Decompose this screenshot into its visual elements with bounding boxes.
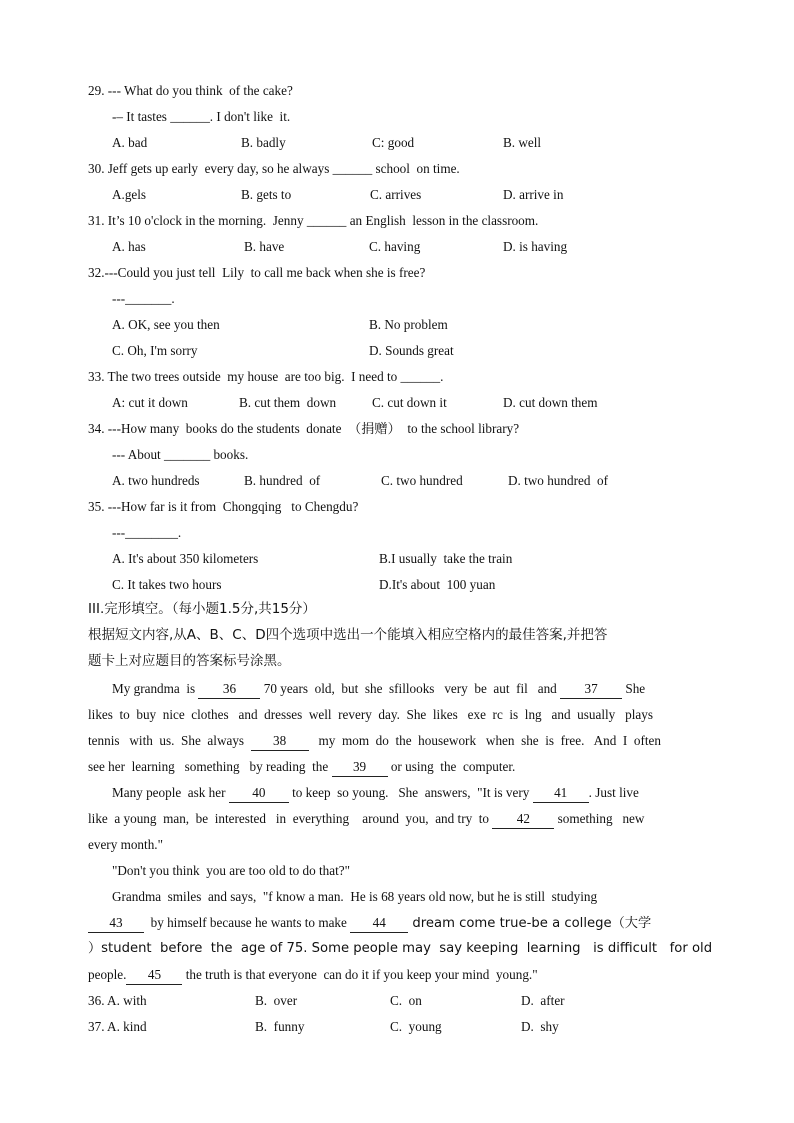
q30-option-b: B. gets to xyxy=(241,187,292,202)
blank-42: 42 xyxy=(492,810,554,829)
option-36-c: C. on xyxy=(390,993,422,1008)
section-instructions-line1: 根据短文内容,从A、B、C、D四个选项中选出一个能填入相应空格内的最佳答案,并把答 xyxy=(88,627,608,643)
question-34-answer-line: --- About _______ books. xyxy=(112,447,249,462)
q29-option-d: B. well xyxy=(503,135,542,150)
q31-option-a: A. has xyxy=(112,239,146,254)
option-37-b: B. funny xyxy=(255,1019,305,1034)
q33-option-d: D. cut down them xyxy=(503,395,598,410)
passage-line: likes to buy nice clothes and dresses well revery day. She likes exe rc is lng and usually plays xyxy=(88,707,653,722)
q32-option-b: B. No problem xyxy=(369,317,448,332)
question-35-answer-line: ---________. xyxy=(112,525,182,540)
section-heading: III.完形填空。（每小题1.5分,共15分） xyxy=(88,601,316,617)
passage-line: see her learning something by reading the 39 or using the computer. xyxy=(88,758,515,777)
blank-45: 45 xyxy=(126,966,182,985)
passage-line: "Don't you think you are too old to do that?" xyxy=(112,863,351,878)
q34-option-d: D. two hundred of xyxy=(508,473,608,488)
q34-option-b: B. hundred of xyxy=(244,473,321,488)
blank-36: 36 xyxy=(198,680,260,699)
passage-line: like a young man, be interested in everything around you, and try to 42 something new xyxy=(88,810,644,829)
q30-option-c: C. arrives xyxy=(370,187,422,202)
q33-option-b: B. cut them down xyxy=(239,395,337,410)
question-32-answer-line: ---_______. xyxy=(112,291,175,306)
passage-line: My grandma is 36 70 years old, but she sfillooks very be aut fil and 37 She xyxy=(112,680,645,699)
option-36-a: 36. A. with xyxy=(88,993,147,1008)
q30-option-d: D. arrive in xyxy=(503,187,564,202)
q33-option-a: A: cut it down xyxy=(112,395,188,410)
option-37-a: 37. A. kind xyxy=(88,1019,147,1034)
q29-option-c: C: good xyxy=(372,135,415,150)
option-36-d: D. after xyxy=(521,993,565,1008)
blank-38: 38 xyxy=(251,732,309,751)
blank-43: 43 xyxy=(88,914,144,933)
q31-option-d: D. is having xyxy=(503,239,568,254)
q32-option-a: A. OK, see you then xyxy=(112,317,220,332)
section-instructions-line2: 题卡上对应题目的答案标号涂黑。 xyxy=(88,653,291,669)
blank-39: 39 xyxy=(332,758,388,777)
blank-40: 40 xyxy=(229,784,289,803)
passage-line: Many people ask her 40 to keep so young. She answers, "It is very 41 . Just live xyxy=(112,784,639,803)
q32-option-d: D. Sounds great xyxy=(369,343,454,358)
question-31-stem: 31. It’s 10 o'clock in the morning. Jenny ______ an English lesson in the classroom. xyxy=(88,213,539,228)
q31-option-b: B. have xyxy=(244,239,285,254)
q29-option-a: A. bad xyxy=(112,135,148,150)
question-29-answer-line: -– It tastes ______. I don't like it. xyxy=(112,109,291,124)
passage-line: ）student before the age of 75. Some people may say keeping learning is difficult for old xyxy=(88,941,713,956)
question-33-stem: 33. The two trees outside my house are too big. I need to ______. xyxy=(88,369,444,384)
question-35-stem: 35. ---How far is it from Chongqing to Chengdu? xyxy=(88,499,359,514)
passage-line: 43 by himself because he wants to make 44 dream come true-be a college（大学 xyxy=(88,914,651,933)
blank-37: 37 xyxy=(560,680,622,699)
passage-line: tennis with us. She always 38 my mom do the housework when she is free. And I often xyxy=(88,732,661,751)
q35-option-a: A. It's about 350 kilometers xyxy=(112,551,259,566)
q29-option-b: B. badly xyxy=(241,135,286,150)
question-34-stem: 34. ---How many books do the students donate （捐赠） to the school library? xyxy=(88,421,520,436)
q31-option-c: C. having xyxy=(369,239,421,254)
q35-option-c: C. It takes two hours xyxy=(112,577,222,592)
q34-option-c: C. two hundred xyxy=(381,473,463,488)
q35-option-d: D.It's about 100 yuan xyxy=(379,577,496,592)
blank-44: 44 xyxy=(350,914,408,933)
blank-41: 41 xyxy=(533,784,589,803)
q30-option-a: A.gels xyxy=(112,187,147,202)
option-37-c: C. young xyxy=(390,1019,442,1034)
question-29-stem: 29. --- What do you think of the cake? xyxy=(88,83,293,98)
question-30-stem: 30. Jeff gets up early every day, so he always ______ school on time. xyxy=(88,161,460,176)
q33-option-c: C. cut down it xyxy=(372,395,447,410)
option-37-d: D. shy xyxy=(521,1019,559,1034)
question-32-stem: 32.---Could you just tell Lily to call me back when she is free? xyxy=(88,265,426,280)
option-36-b: B. over xyxy=(255,993,298,1008)
q35-option-b: B.I usually take the train xyxy=(379,551,513,566)
passage-line: people. 45 the truth is that everyone can do it if you keep your mind young." xyxy=(88,966,538,985)
q34-option-a: A. two hundreds xyxy=(112,473,200,488)
q32-option-c: C. Oh, I'm sorry xyxy=(112,343,198,358)
passage-line: Grandma smiles and says, "f know a man. He is 68 years old now, but he is still studying xyxy=(112,889,598,904)
passage-line: every month." xyxy=(88,837,163,852)
